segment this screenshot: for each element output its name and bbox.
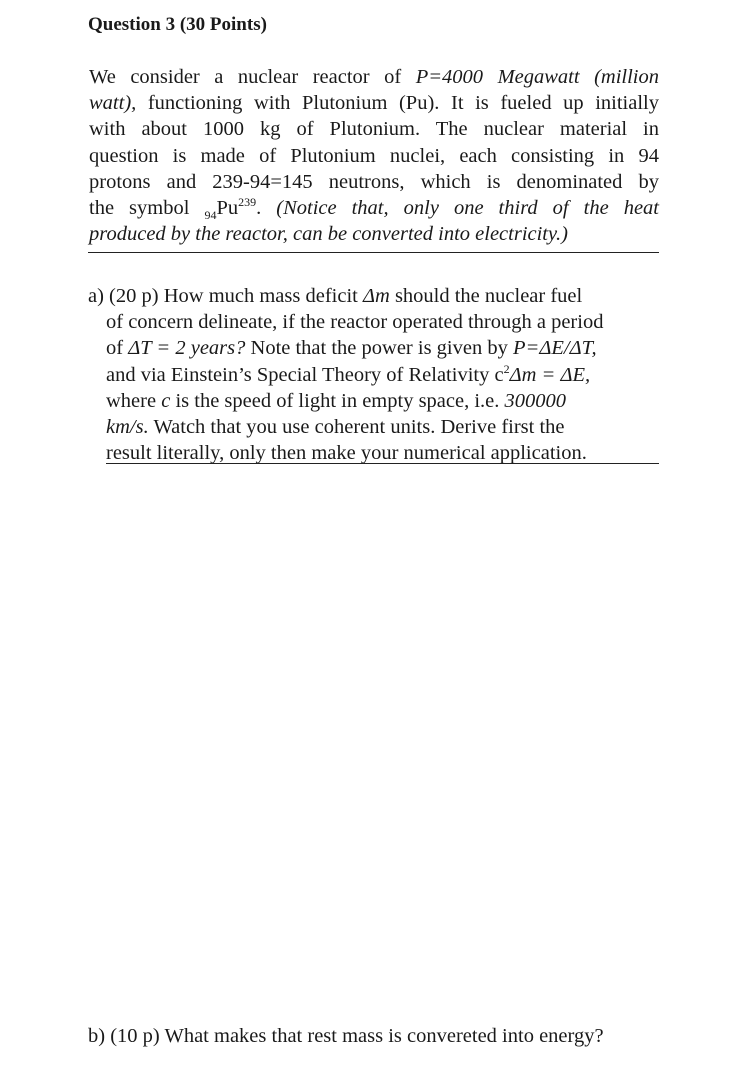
intro-line-7: produced by the reactor, can be converted into electricity.)	[89, 223, 568, 246]
intro-line-2: watt), functioning with Plutonium (Pu). It is fueled up initially	[89, 92, 659, 115]
intro-underline	[88, 252, 659, 253]
part-b-question: b) (10 p) What makes that rest mass is convereted into energy?	[88, 1025, 604, 1047]
intro-line-3: with about 1000 kg of Plutonium. The nuclear material in	[89, 118, 659, 141]
intro-line-5: protons and 239-94=145 neutrons, which is denominated by	[89, 170, 659, 193]
part-a-line-5: where c is the speed of light in empty space, i.e. 300000	[106, 389, 567, 412]
part-a-underline	[106, 463, 659, 464]
intro-line-4: question is made of Plutonium nuclei, each consisting in 94	[89, 144, 659, 167]
intro-line-1: We consider a nuclear reactor of P=4000 Megawatt (million	[89, 66, 659, 88]
part-a-line-6: km/s. Watch that you use coherent units. Derive first the	[106, 416, 565, 439]
part-a-line-2: of concern delineate, if the reactor operated through a period	[106, 311, 604, 334]
intro-line-6: the symbol $_{94}Pu^{239}$. (Notice that, only one third of the heat	[89, 195, 659, 223]
part-a-line-7: result literally, only then make your numerical application.	[106, 442, 587, 465]
part-a-line-1: a) (20 p) How much mass deficit Δm should the nuclear fuel	[88, 285, 583, 307]
intro-paragraph	[89, 64, 659, 247]
part-a-line-4: and via Einstein’s Special Theory of Relativity $c^2\Delta m = \Delta E$,	[106, 361, 591, 386]
part-a-line-3: of ΔT = 2 years? Note that the power is given by P=ΔE/ΔT,	[106, 337, 597, 360]
question-title: Question 3 (30 Points)	[88, 14, 267, 35]
part-a-paragraph	[88, 283, 668, 466]
plutonium-symbol: $_{94}Pu^{239}$	[204, 195, 257, 223]
